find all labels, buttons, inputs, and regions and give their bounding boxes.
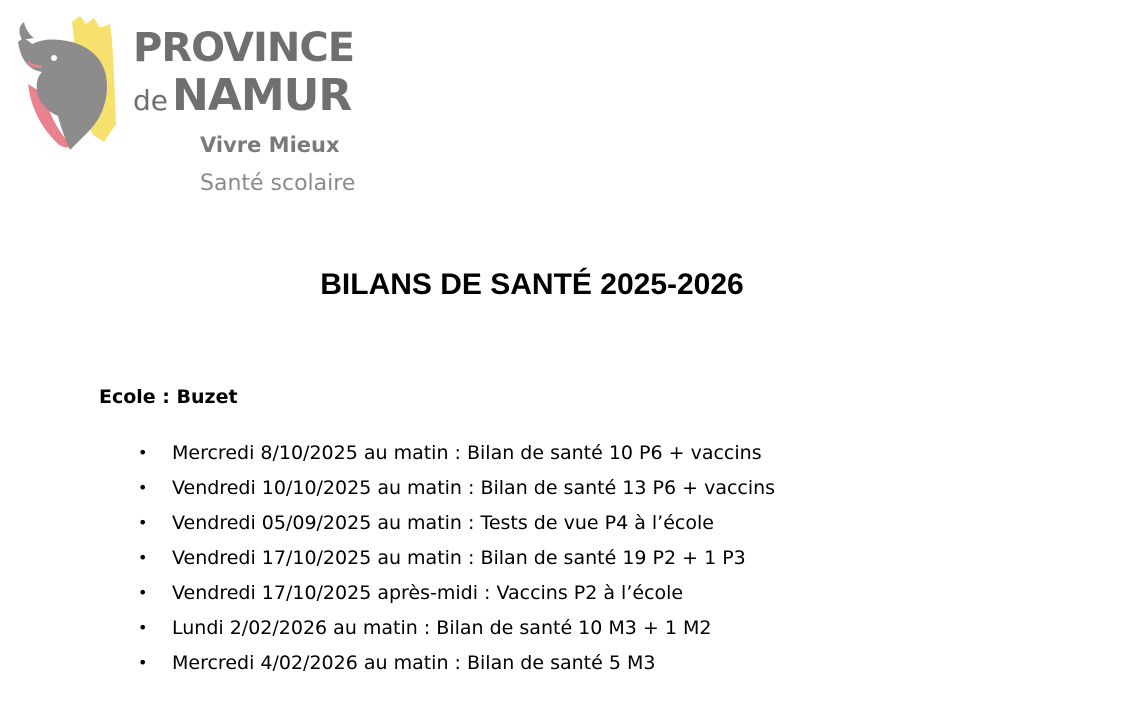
schedule-item-text: Mercredi 4/02/2026 au matin : Bilan de santé 5 M3	[172, 652, 656, 674]
school-name: Ecole : Buzet	[99, 386, 238, 408]
logo-province-text: PROVINCE	[133, 25, 355, 71]
schedule-item	[0, 613, 775, 648]
bullet-icon: •	[138, 443, 148, 462]
logo-service-name: Santé scolaire	[200, 171, 356, 196]
province-emblem-icon	[14, 14, 124, 159]
province-namur-logo	[14, 14, 374, 204]
schedule-item-text: Vendredi 05/09/2025 au matin : Tests de vue P4 à l’école	[172, 512, 714, 534]
schedule-list	[0, 438, 775, 683]
schedule-item	[0, 438, 775, 473]
bullet-icon: •	[138, 513, 148, 532]
logo-de-text: de	[133, 84, 168, 117]
bullet-icon: •	[138, 478, 148, 497]
logo-namur-text: NAMUR	[172, 70, 352, 121]
schedule-item-text: Vendredi 10/10/2025 au matin : Bilan de santé 13 P6 + vaccins	[172, 477, 776, 499]
logo-namur-line	[133, 70, 352, 121]
schedule-item	[0, 543, 775, 578]
schedule-item	[0, 473, 775, 508]
schedule-item-text: Lundi 2/02/2026 au matin : Bilan de santé 10 M3 + 1 M2	[172, 617, 712, 639]
bullet-icon: •	[138, 583, 148, 602]
schedule-item	[0, 578, 775, 613]
bullet-icon: •	[138, 548, 148, 567]
schedule-item	[0, 648, 775, 683]
schedule-item-text: Mercredi 8/10/2025 au matin : Bilan de santé 10 P6 + vaccins	[172, 442, 762, 464]
schedule-item	[0, 508, 775, 543]
schedule-item-text: Vendredi 17/10/2025 au matin : Bilan de santé 19 P2 + 1 P3	[172, 547, 746, 569]
document-title: BILANS DE SANTÉ 2025-2026	[320, 268, 744, 301]
logo-tagline: Vivre Mieux	[200, 133, 340, 157]
bullet-icon: •	[138, 618, 148, 637]
schedule-item-text: Vendredi 17/10/2025 après-midi : Vaccins P2 à l’école	[172, 582, 684, 604]
bullet-icon: •	[138, 653, 148, 672]
